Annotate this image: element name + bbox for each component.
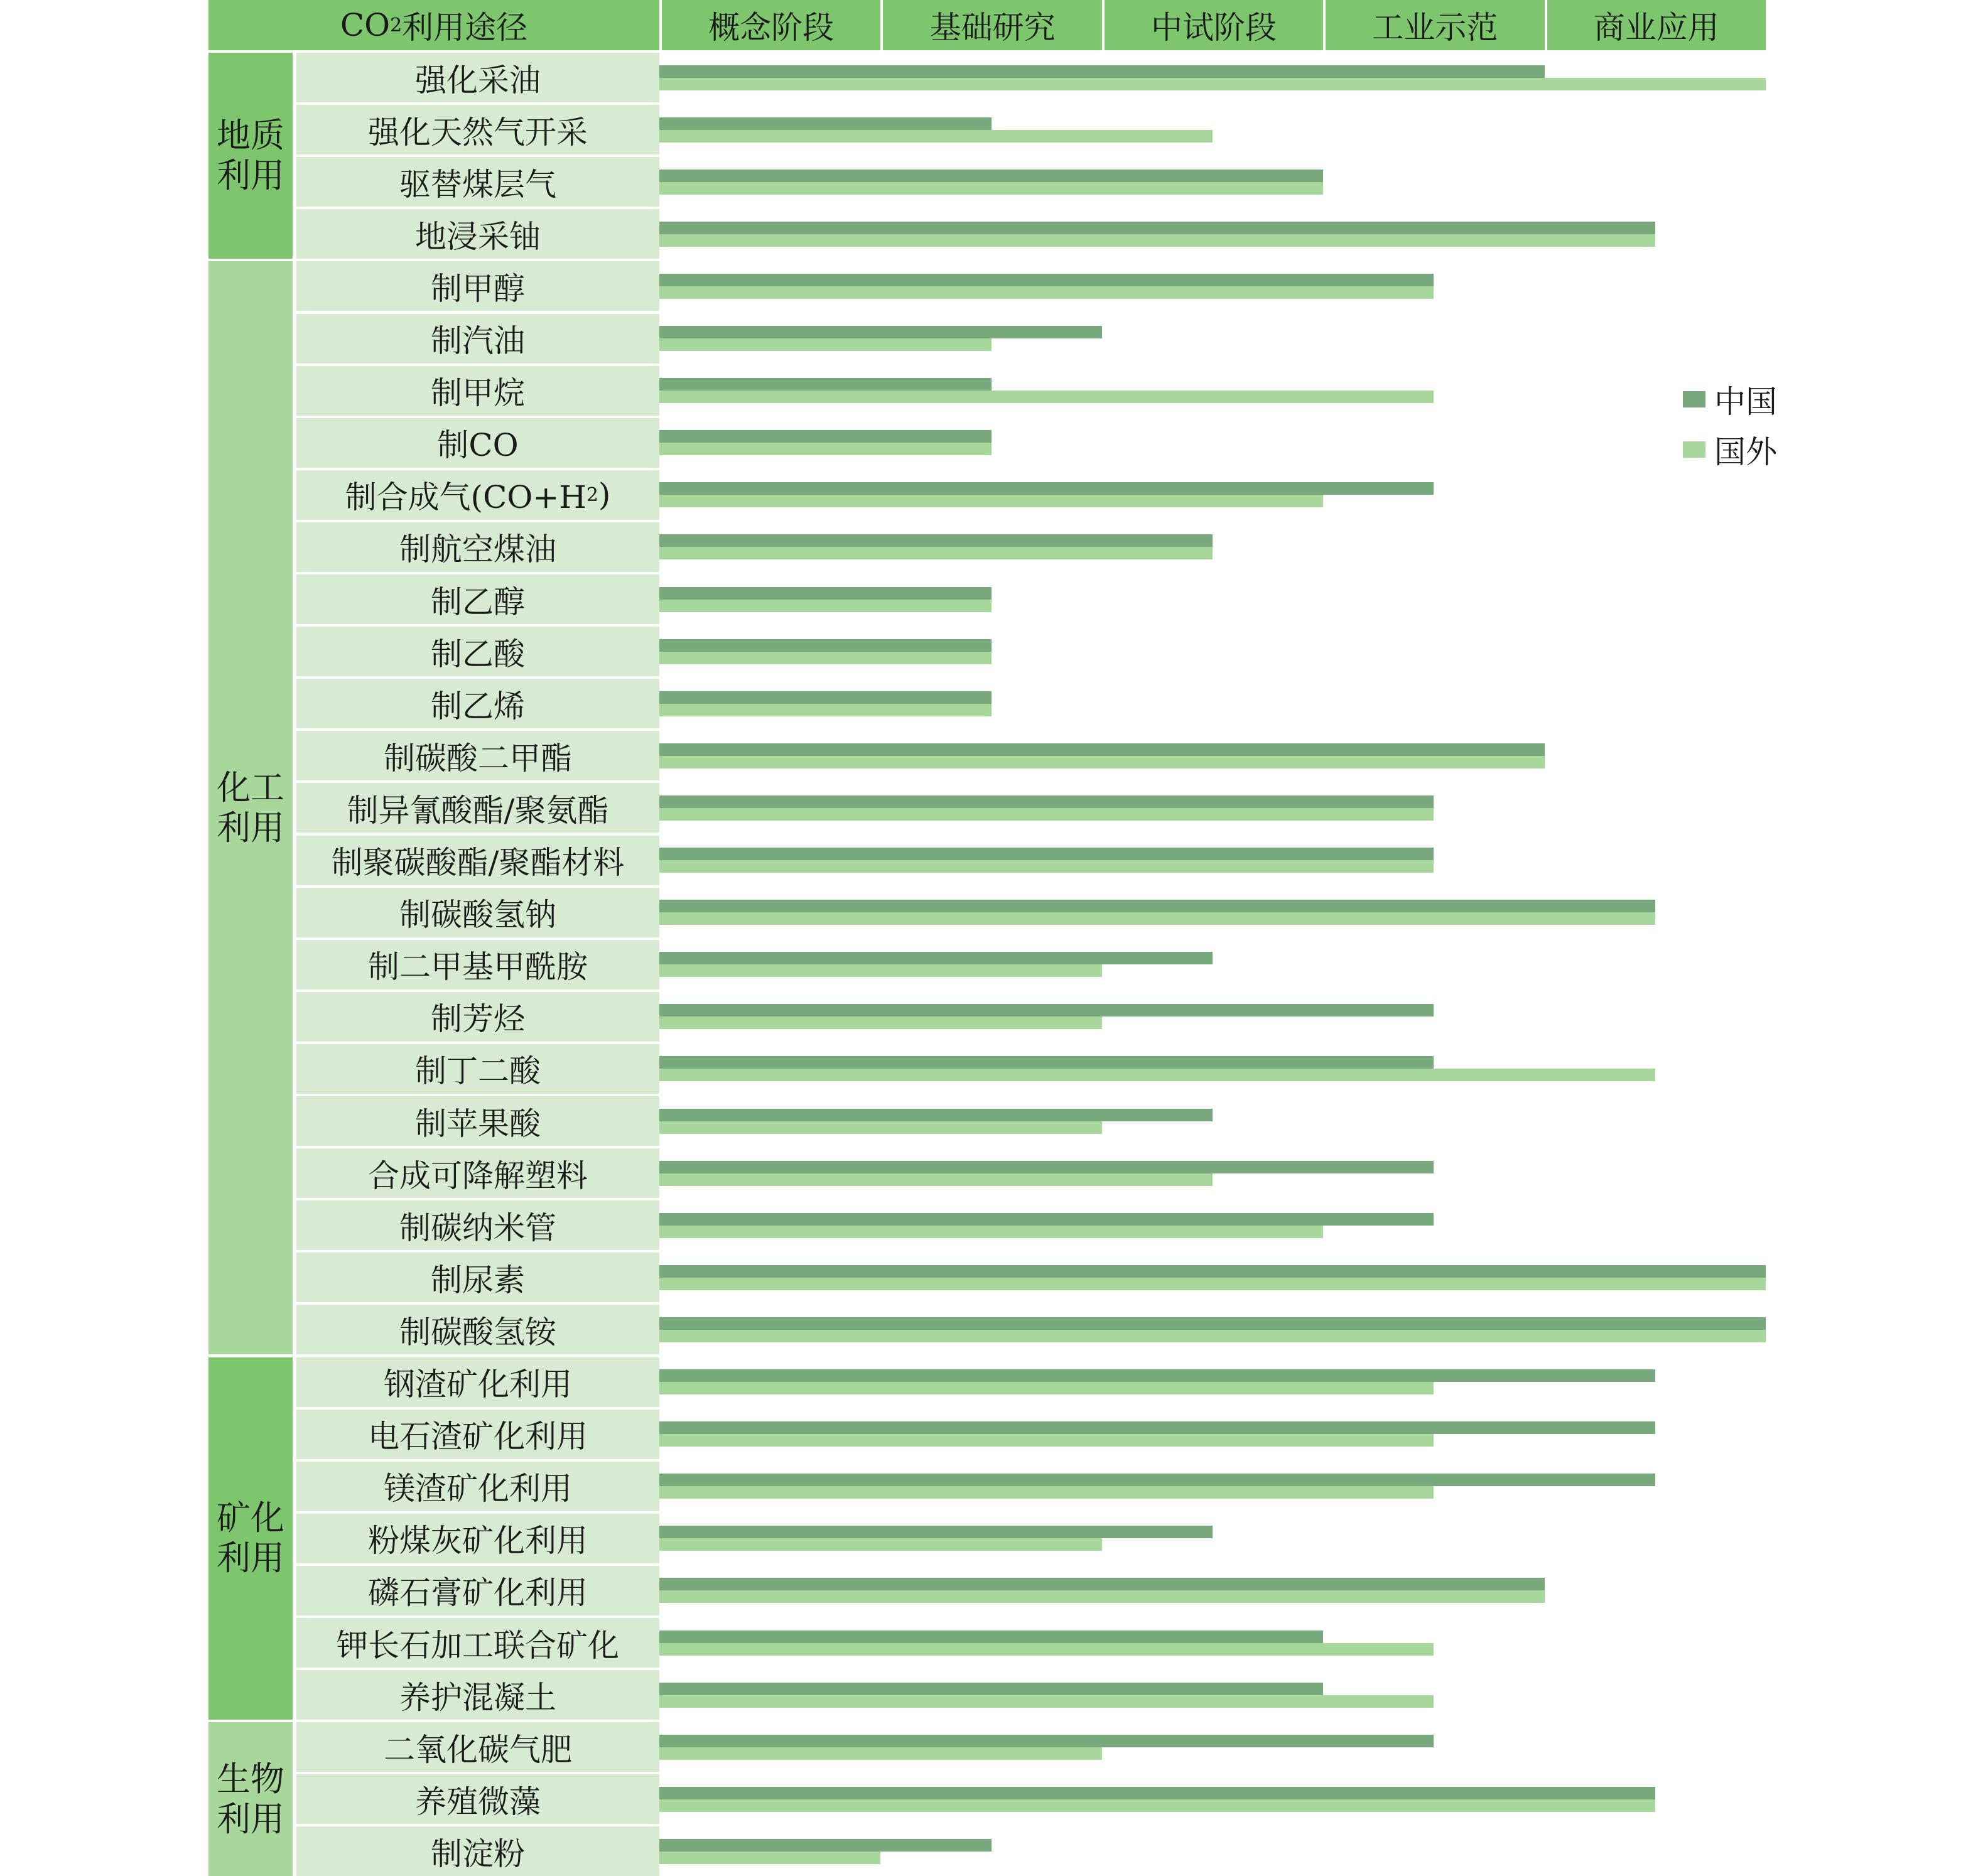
bar-china xyxy=(659,900,1655,912)
row-label xyxy=(296,418,659,468)
bar-foreign xyxy=(659,704,992,716)
header-stage: 概念阶段 xyxy=(662,0,880,50)
bar-china xyxy=(659,1526,1213,1538)
row-label xyxy=(296,1566,659,1615)
row-label-text: 制碳酸二甲酯 xyxy=(384,740,572,777)
row-label-text: 制异氰酸酯/聚氨酯 xyxy=(347,792,609,829)
bar-foreign xyxy=(659,1852,880,1864)
bar-foreign xyxy=(659,860,1434,873)
bar-china xyxy=(659,743,1545,756)
row-label-sub: 2 xyxy=(586,483,598,506)
bar-foreign xyxy=(659,1069,1655,1081)
legend-label-foreign: 国外 xyxy=(1714,434,1777,470)
bar-china xyxy=(659,1683,1323,1695)
group-label-line: 化工 xyxy=(217,767,284,807)
bar-china xyxy=(659,639,992,652)
bar-china xyxy=(659,587,992,600)
row-label-text: 合成可降解塑料 xyxy=(368,1157,588,1194)
bar-china xyxy=(659,1161,1434,1173)
group-label xyxy=(208,261,293,1354)
header-stage: 中试阶段 xyxy=(1105,0,1323,50)
bar-china xyxy=(659,1631,1323,1643)
row-label-text: 制乙醇 xyxy=(431,583,525,620)
row-label xyxy=(296,1514,659,1563)
bar-foreign xyxy=(659,1121,1102,1134)
bar-foreign xyxy=(659,1382,1434,1394)
row-label xyxy=(296,679,659,728)
row-label xyxy=(296,314,659,364)
row-label-text: 制尿素 xyxy=(431,1261,525,1298)
bar-china xyxy=(659,170,1323,182)
row-label-text: 制碳酸氢铵 xyxy=(399,1313,556,1350)
bar-foreign xyxy=(659,1173,1213,1186)
row-label xyxy=(296,1200,659,1250)
row-label xyxy=(296,1357,659,1407)
row-label-text: 镁渣矿化利用 xyxy=(384,1470,572,1507)
row-label xyxy=(296,261,659,311)
group-label-line: 矿化 xyxy=(217,1498,284,1538)
bar-china xyxy=(659,1578,1545,1590)
bar-foreign xyxy=(659,1643,1434,1656)
legend-label-china: 中国 xyxy=(1714,384,1777,420)
bar-foreign xyxy=(659,1590,1545,1603)
bar-foreign xyxy=(659,495,1323,507)
row-label xyxy=(296,366,659,416)
bar-foreign xyxy=(659,234,1655,247)
bar-foreign xyxy=(659,130,1213,143)
row-label xyxy=(296,157,659,207)
row-label xyxy=(296,783,659,833)
bar-foreign xyxy=(659,964,1102,977)
group-label-line: 利用 xyxy=(217,1799,284,1839)
bar-china xyxy=(659,1109,1213,1121)
bar-china xyxy=(659,691,992,704)
group-label-line: 地质 xyxy=(217,116,284,156)
bar-foreign xyxy=(659,1695,1434,1708)
bar-china xyxy=(659,1317,1766,1330)
legend-item-foreign xyxy=(1683,424,1777,475)
row-label xyxy=(296,1670,659,1720)
row-label-text: 制甲烷 xyxy=(431,375,525,412)
row-label-text: 制二甲基甲酰胺 xyxy=(368,949,588,986)
row-label-text: 制合成气(CO+H xyxy=(345,479,586,516)
group-label-line: 利用 xyxy=(217,807,284,848)
row-label xyxy=(296,1826,659,1876)
row-label-text: 磷石膏矿化利用 xyxy=(368,1575,588,1612)
row-label xyxy=(296,940,659,989)
row-label xyxy=(296,836,659,885)
row-label-text: 制乙烯 xyxy=(431,687,525,725)
row-label-text: 养护混凝土 xyxy=(399,1679,556,1716)
group-label-line: 生物 xyxy=(217,1759,284,1799)
bar-china xyxy=(659,952,1213,964)
row-label-text: 制碳酸氢钠 xyxy=(399,897,556,934)
bar-china xyxy=(659,1004,1434,1016)
bar-china xyxy=(659,482,1434,495)
bar-china xyxy=(659,1056,1434,1069)
bar-china xyxy=(659,1213,1434,1226)
row-label-text: 地浸采铀 xyxy=(415,218,541,255)
row-label xyxy=(296,574,659,624)
bar-foreign xyxy=(659,1278,1766,1290)
row-label xyxy=(296,1722,659,1772)
header-stage: 基础研究 xyxy=(883,0,1101,50)
group-label-line: 利用 xyxy=(217,156,284,196)
row-label-text: 强化采油 xyxy=(415,62,541,99)
row-label-text: 制淀粉 xyxy=(431,1835,525,1872)
legend-item-china xyxy=(1683,374,1777,424)
row-label xyxy=(296,992,659,1042)
row-label-suffix: ) xyxy=(598,477,611,514)
bar-china xyxy=(659,1421,1655,1434)
bar-foreign xyxy=(659,286,1434,299)
header-category xyxy=(208,0,659,50)
bar-foreign xyxy=(659,547,1213,559)
bar-foreign xyxy=(659,391,1434,403)
bar-china xyxy=(659,117,992,130)
bar-china xyxy=(659,848,1434,860)
row-label-text: 制甲醇 xyxy=(431,270,525,307)
group-label xyxy=(208,1357,293,1720)
bar-china xyxy=(659,222,1655,234)
group-label xyxy=(208,1722,293,1876)
bar-foreign xyxy=(659,1486,1434,1499)
bar-china xyxy=(659,1787,1655,1799)
group-label-text xyxy=(217,1498,284,1578)
bar-foreign xyxy=(659,338,992,351)
bar-foreign xyxy=(659,1330,1766,1342)
bar-foreign xyxy=(659,1226,1323,1238)
bar-foreign xyxy=(659,1799,1655,1812)
row-label xyxy=(296,1618,659,1668)
row-label-text: 制汽油 xyxy=(431,323,525,360)
row-label-text: 制芳烃 xyxy=(431,1001,525,1038)
row-label xyxy=(296,1148,659,1198)
row-label xyxy=(296,1305,659,1354)
header-stage: 商业应用 xyxy=(1547,0,1766,50)
row-label-text: 制碳纳米管 xyxy=(399,1209,556,1246)
group-label-text xyxy=(217,768,284,848)
bar-foreign xyxy=(659,808,1434,821)
bar-foreign xyxy=(659,1747,1102,1760)
group-label-text xyxy=(217,1759,284,1840)
bar-foreign xyxy=(659,756,1545,768)
row-label xyxy=(296,1410,659,1459)
bar-foreign xyxy=(659,78,1766,90)
legend-swatch-china xyxy=(1683,391,1705,407)
legend-swatch-foreign xyxy=(1683,441,1705,458)
bar-foreign xyxy=(659,182,1323,195)
row-label xyxy=(296,731,659,780)
group-label xyxy=(208,53,293,259)
row-label xyxy=(296,1462,659,1511)
bar-china xyxy=(659,795,1434,808)
row-label-text: 二氧化碳气肥 xyxy=(384,1731,572,1768)
bar-foreign xyxy=(659,600,992,612)
bar-foreign xyxy=(659,1016,1102,1029)
bar-china xyxy=(659,326,1102,338)
row-label xyxy=(296,888,659,937)
row-label xyxy=(296,1044,659,1094)
bar-foreign xyxy=(659,1434,1434,1447)
row-label xyxy=(296,627,659,676)
bar-foreign xyxy=(659,443,992,455)
group-label-line: 利用 xyxy=(217,1538,284,1578)
header-category-sub: 2 xyxy=(390,14,403,36)
bar-china xyxy=(659,1369,1655,1382)
row-label-text: 制苹果酸 xyxy=(415,1105,541,1142)
row-label-text: 制乙酸 xyxy=(431,635,525,672)
row-label-text: 驱替煤层气 xyxy=(399,166,556,203)
row-label xyxy=(296,1774,659,1824)
bar-foreign xyxy=(659,652,992,664)
row-label-text: 电石渣矿化利用 xyxy=(368,1418,588,1455)
bar-foreign xyxy=(659,912,1655,925)
legend xyxy=(1683,374,1777,475)
row-label xyxy=(296,1253,659,1302)
bar-china xyxy=(659,65,1545,78)
row-label xyxy=(296,1096,659,1146)
header-category-suffix: 利用途径 xyxy=(402,9,528,46)
bar-foreign xyxy=(659,1538,1102,1551)
row-label-text: 粉煤灰矿化利用 xyxy=(368,1523,588,1560)
row-label-text: 钢渣矿化利用 xyxy=(384,1366,572,1403)
row-label-text: 制航空煤油 xyxy=(399,531,556,568)
row-label-text: 养殖微藻 xyxy=(415,1783,541,1820)
header-stage: 工业示范 xyxy=(1326,0,1544,50)
bar-china xyxy=(659,1474,1655,1486)
row-label-text: 制丁二酸 xyxy=(415,1053,541,1090)
row-label-text: 强化天然气开采 xyxy=(368,114,588,151)
bar-china xyxy=(659,378,992,391)
row-label xyxy=(296,53,659,102)
row-label-text: 钾长石加工联合矿化 xyxy=(337,1627,619,1664)
bar-china xyxy=(659,1839,992,1852)
bar-china xyxy=(659,1735,1434,1747)
bar-china xyxy=(659,1265,1766,1278)
row-label-text: 制聚碳酸酯/聚酯材料 xyxy=(331,844,625,881)
row-label xyxy=(296,522,659,572)
row-label xyxy=(296,470,659,520)
group-label-text xyxy=(217,116,284,196)
bar-china xyxy=(659,274,1434,286)
row-label xyxy=(296,209,659,259)
bar-china xyxy=(659,430,992,443)
row-label-text: 制CO xyxy=(437,427,519,464)
bar-china xyxy=(659,534,1213,547)
header-category-prefix: CO xyxy=(340,7,391,43)
row-label xyxy=(296,105,659,154)
